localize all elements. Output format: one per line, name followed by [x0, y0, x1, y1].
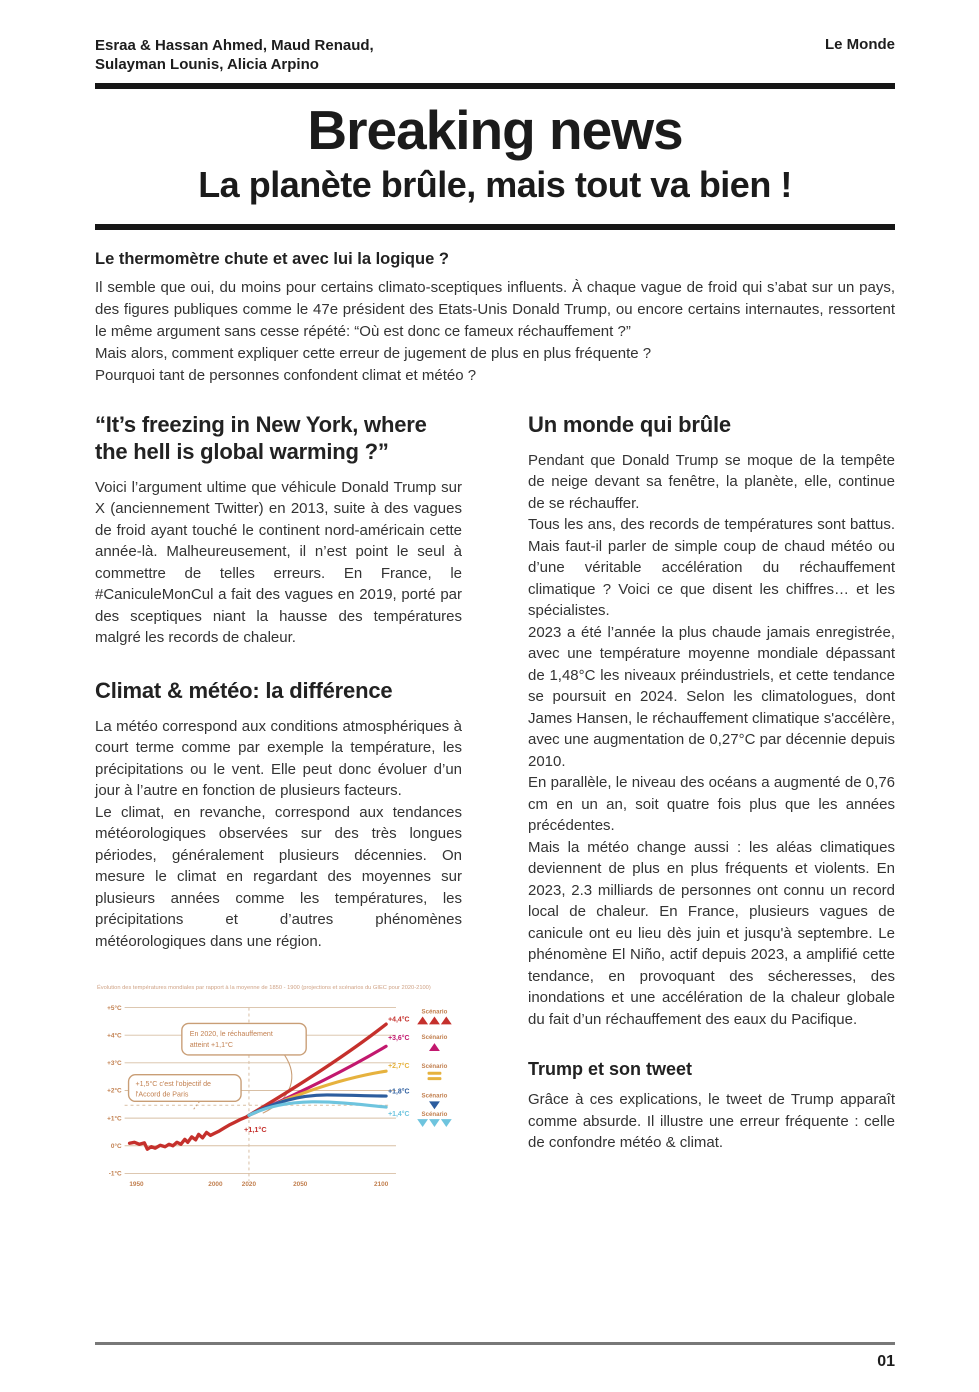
- footer-divider: [95, 1342, 895, 1345]
- page-header: [95, 36, 895, 74]
- chart-title: Évolution des températures mondiales par rapport à la moyenne de 1850 - 1900 (projections et scénarios du GIEC pour 2020-2100): [96, 985, 431, 992]
- x-axis-labels: [129, 1181, 388, 1188]
- y-axis-labels: [107, 1004, 122, 1178]
- right-column: [528, 411, 895, 1207]
- article-columns: [95, 411, 895, 1207]
- section-heading: Trump et son tweet: [528, 1059, 693, 1080]
- annotation-text: l'Accord de Paris: [135, 1090, 189, 1099]
- left-column: [95, 411, 462, 1207]
- x-tick: 2100: [374, 1181, 389, 1189]
- intro-heading: Le thermomètre chute et avec lui la logique ?: [95, 249, 449, 268]
- x-tick: 2020: [241, 1181, 257, 1189]
- scenario-label: Scénario: [421, 1092, 448, 1100]
- y-tick: +3°C: [107, 1060, 122, 1068]
- equals-icon: [428, 1072, 442, 1080]
- y-tick: 0°C: [110, 1143, 122, 1151]
- annotation-connector-dashed: [194, 1102, 200, 1110]
- section-body: Voici l’argument ultime que véhicule Donald Trump sur X (anciennement Twitter) en 2013, suite à des vagues de froid ayant touché le continent nord-américain cette année-là. Malheureusement, il n’est point le seul à commettre de telles erreurs. En France, le #CaniculeMonCul a fait des vagues en 2019, porté par des sceptiques niant la hausse des températures malgré les records de chaleur.: [95, 478, 462, 647]
- observed-temperature-line: [130, 1116, 249, 1150]
- section-body: Grâce à ces explications, le tweet de Trump apparaît comme absurde. Il illustre une erreur fréquente : celle de confondre météo & climat.: [528, 1091, 895, 1152]
- x-tick: 2000: [208, 1181, 223, 1189]
- triple-triangle-down-icon: [417, 1119, 452, 1127]
- authors-byline: [95, 36, 374, 74]
- section-heading: Un monde qui brûle: [528, 411, 731, 437]
- scenario-label: Scénario: [421, 1111, 448, 1119]
- section-monde-qui-brule: [528, 411, 895, 1031]
- intro-question-2: Pourquoi tant de personnes confondent climat et météo ?: [95, 366, 477, 384]
- y-tick: -1°C: [108, 1170, 122, 1178]
- annotation-paris-callout: [129, 1075, 241, 1102]
- intro-lead: Il semble que oui, du moins pour certains climato-sceptiques influents. À chaque vague de froid qui s’abat sur un pays, des figures publiques comme le 47e président des Etats-Unis Donald Trump, ou encore certains internautes, ressortent le même argument sans cesse répété: “Où est donc ce fameux réchauffement ?”: [95, 278, 895, 340]
- scenario-label: Scénario: [421, 1063, 448, 1071]
- scenario-value: +3,6°C: [388, 1035, 410, 1043]
- triangle-down-icon: [429, 1102, 440, 1110]
- y-tick: +5°C: [107, 1005, 122, 1013]
- section-climat-meteo: [95, 677, 462, 953]
- triangle-up-icon: [429, 1043, 440, 1051]
- scenario-value: +1,8°C: [388, 1088, 410, 1096]
- page-subtitle: La planète brûle, mais tout va bien !: [198, 164, 792, 206]
- intro-question-1: Mais alors, comment expliquer cette erreur de jugement de plus en plus fréquente ?: [95, 344, 652, 362]
- scenario-label: Scénario: [421, 1034, 448, 1042]
- x-tick: 2050: [293, 1181, 308, 1189]
- section-freezing-new-york: [95, 411, 462, 649]
- triple-triangle-up-icon: [417, 1017, 452, 1025]
- point-label-11: +1,1°C: [244, 1125, 267, 1135]
- x-tick: 1950: [129, 1181, 144, 1189]
- section-paragraph: Le climat, en revanche, correspond aux tendances météorologiques observées sur des très longues périodes, généralement plusieurs décennies. On mesure le climat en regardant des moyennes sur plusieurs années comme les températures, les précipitations et d’autres phénomènes météorologiques dans une région.: [95, 803, 462, 950]
- authors-line-1: Esraa & Hassan Ahmed, Maud Renaud,: [95, 37, 374, 54]
- section-heading: “It’s freezing in New York, where the hell is global warming ?”: [95, 411, 427, 464]
- section-paragraph: En parallèle, le niveau des océans a augmenté de 0,76 cm en un an, soit quatre fois plus que les années précédentes.: [528, 774, 895, 835]
- scenario-label: Scénario: [421, 1008, 448, 1016]
- page-title: Breaking news: [307, 99, 683, 161]
- chart-canvas: [95, 978, 470, 1207]
- section-heading: Climat & météo: la différence: [95, 677, 393, 703]
- brand-label: Le Monde: [825, 36, 895, 53]
- section-paragraph: Mais la météo change aussi : les aléas climatiques deviennent de plus en plus fréquents et violents. En 2023, 2.3 milliards de personnes ont connu un record local de chaleur. En France, plusieurs vagues de canicule ont eu lieu dès juin et jusqu'à septembre. Le phénomène El Niño, actif depuis 2023, a amplifié cette tendance, en provoquant des sécheresses, des inondations et une accélération de la chaleur globale du fait d’un réchauffement des eaux du Pacifique.: [528, 838, 895, 1028]
- annotation-text: +1,5°C c'est l'objectif de: [135, 1080, 212, 1089]
- y-tick: +1°C: [107, 1115, 122, 1123]
- temperature-scenarios-chart: [95, 978, 470, 1207]
- top-divider: [95, 83, 895, 89]
- authors-line-2: Sulayman Lounis, Alicia Arpino: [95, 56, 319, 73]
- page-number: 01: [877, 1353, 895, 1370]
- y-tick: +2°C: [107, 1087, 122, 1095]
- scenario-value: +1,4°C: [388, 1111, 410, 1119]
- section-trump-tweet: [528, 1058, 895, 1154]
- annotation-text: atteint +1,1°C: [189, 1041, 234, 1050]
- scenario-value: +2,7°C: [388, 1063, 410, 1071]
- section-paragraph: Tous les ans, des records de températures sont battus. Mais faut-il parler de simple coup de chaud météo ou d’une véritable accélération du réchauffement climatique ? Voici ce que disent les chiffres… et les spécialistes.: [528, 516, 895, 620]
- annotation-2020-callout: [182, 1024, 306, 1056]
- section-paragraph: 2023 a été l’année la plus chaude jamais enregistrée, avec une température moyenne mondiale dépassant de 1,48°C les niveaux préindustriels, et cette tendance se poursuit en 2024. Selon les climatologues, dont James Hansen, le réchauffement climatique s'accélère, avec une augmentation de 0,27°C par décennie depuis 2010.: [528, 623, 895, 770]
- annotation-text: En 2020, le réchauffement: [189, 1030, 273, 1039]
- scenario-value-labels: [388, 1016, 409, 1119]
- section-paragraph: Pendant que Donald Trump se moque de la tempête de neige devant sa fenêtre, la planète, elle, continue de se réchauffer.: [528, 451, 895, 512]
- y-tick: +4°C: [107, 1032, 122, 1040]
- masthead: [95, 101, 895, 206]
- intro-section: [95, 250, 895, 387]
- section-paragraph: La météo correspond aux conditions atmosphériques à court terme comme par exemple la température, les précipitations ou le vent. Elle peut donc évoluer d’un jour à l’autre en fonction de plusieurs facteurs.: [95, 717, 462, 800]
- page-footer: [95, 1342, 895, 1371]
- scenario-value: +4,4°C: [388, 1016, 410, 1024]
- masthead-divider: [95, 224, 895, 230]
